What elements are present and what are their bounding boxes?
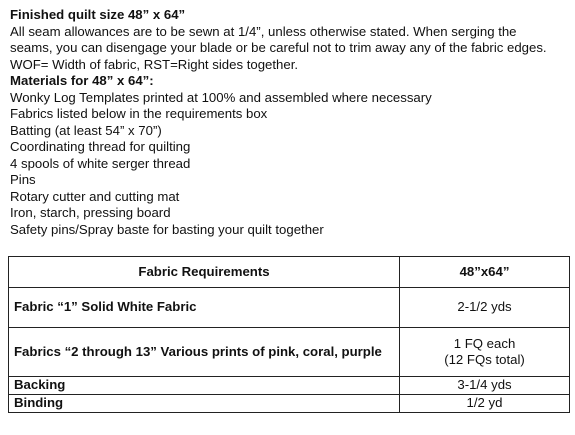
table-header-row [9, 257, 570, 288]
materials-item: Batting (at least 54” x 70”) [10, 122, 162, 138]
intro-line-3: WOF= Width of fabric, RST=Right sides together. [10, 56, 299, 72]
materials-item: Rotary cutter and cutting mat [10, 188, 180, 204]
header-fabric-requirements: Fabric Requirements [9, 257, 400, 288]
table-row [9, 377, 570, 395]
quantity-line-2: (12 FQs total) [444, 352, 525, 367]
materials-item: Wonky Log Templates printed at 100% and assembled where necessary [10, 89, 432, 105]
document-body [10, 7, 570, 238]
materials-item: Fabrics listed below in the requirements box [10, 106, 268, 121]
materials-item: 4 spools of white serger thread [10, 155, 191, 171]
fabric-cell: Fabric “1” Solid White Fabric [9, 288, 400, 328]
intro-line-2: seams, you can disengage your blade or be careful not to trim away any of the fabric edges. [10, 40, 547, 55]
quilt-size-title: Finished quilt size 48” x 64” [10, 7, 186, 22]
quantity-cell [400, 328, 570, 377]
fabric-cell: Fabrics “2 through 13” Various prints of pink, coral, purple [9, 328, 400, 377]
header-size: 48”x64” [400, 257, 570, 288]
quantity-cell: 1/2 yd [400, 395, 570, 413]
table-row [9, 395, 570, 413]
fabric-cell: Binding [9, 395, 400, 413]
fabric-cell: Backing [9, 377, 400, 395]
materials-item: Pins [10, 172, 36, 187]
materials-item: Safety pins/Spray baste for basting your quilt together [10, 221, 324, 237]
materials-item: Coordinating thread for quilting [10, 139, 191, 154]
materials-heading: Materials for 48” x 64”: [10, 73, 154, 88]
quantity-cell: 2-1/2 yds [400, 288, 570, 328]
fabric-requirements-table [8, 256, 570, 413]
materials-item: Iron, starch, pressing board [10, 205, 171, 220]
quantity-line-1: 1 FQ each [453, 335, 516, 351]
quantity-cell: 3-1/4 yds [400, 377, 570, 395]
intro-line-1: All seam allowances are to be sewn at 1/4”, unless otherwise stated. When serging the [10, 23, 517, 39]
table-row [9, 328, 570, 377]
table-row [9, 288, 570, 328]
